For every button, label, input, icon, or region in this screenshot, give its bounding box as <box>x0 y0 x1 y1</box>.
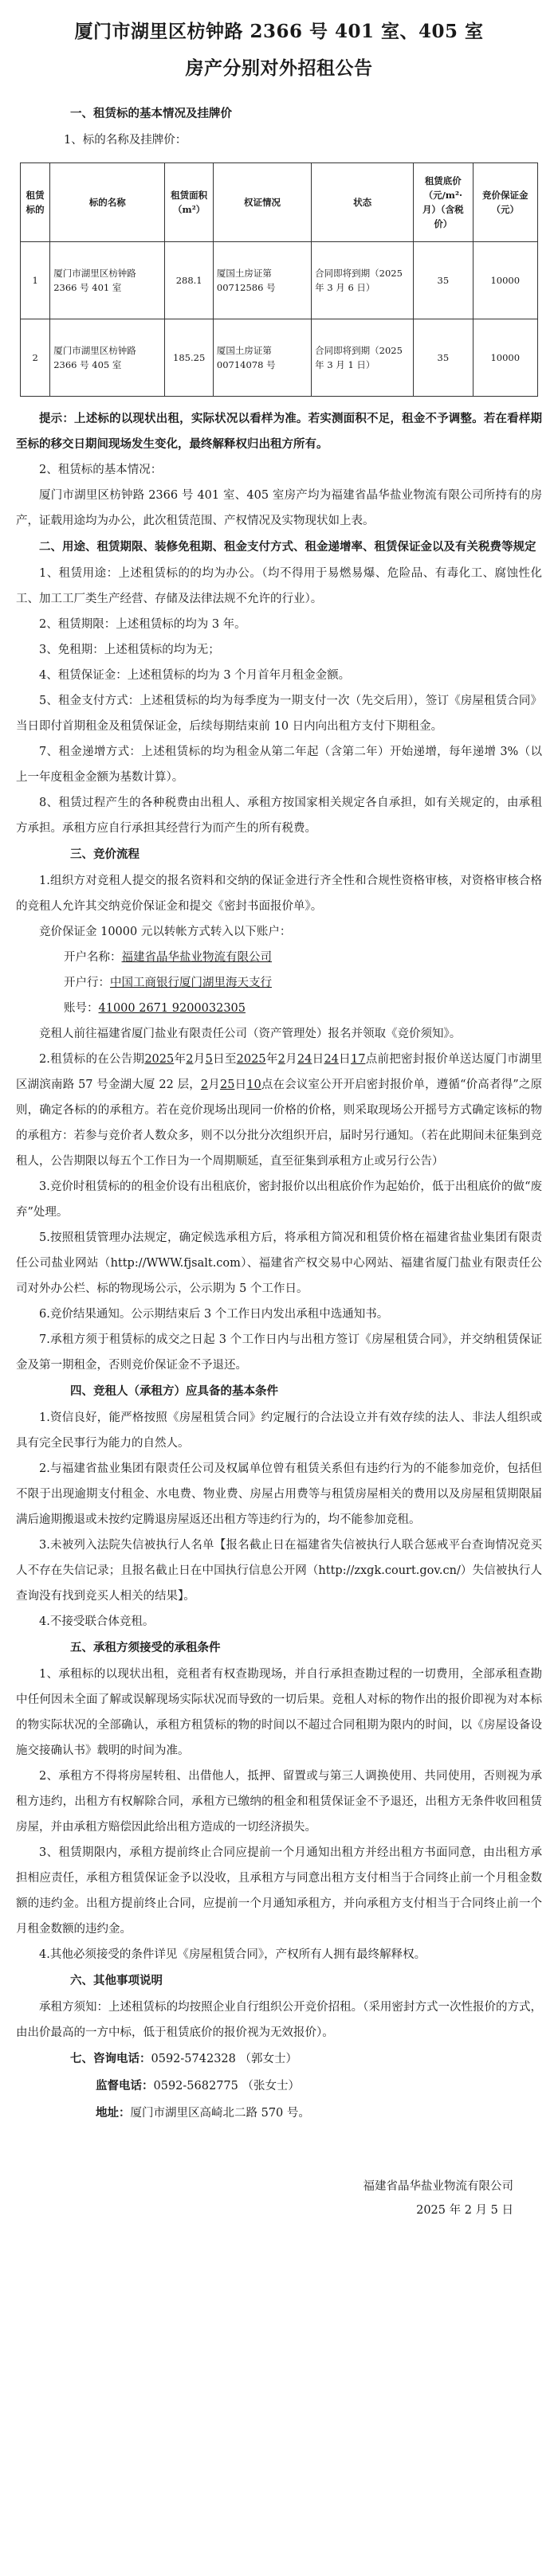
section-2-item: 2、租赁期限：上述租赁标的均为 3 年。 <box>39 618 246 631</box>
section-5-item: 3、租赁期限内，承租方提前终止合同应提前一个月通知出租方并经出租方书面同意，由出租方承担相应责任，承租方租赁保证金予以没收，且承租方与同意出租方支付相当于合同终止前一个月租金数额的违约金。出租方提前终止合同，应提前一个月通知承租方，并向承租方支付相当于合同终止前一个月租金数额的违约金。 <box>16 1846 542 1936</box>
section-2-item: 4、租赁保证金：上述租赁标的均为 3 个月首年月租金金额。 <box>39 669 351 682</box>
date-field: 5 <box>205 1053 213 1066</box>
section-1-sub-1: 1、标的名称及挂牌价： <box>64 134 187 147</box>
section-5-item: 2、承租方不得将房屋转租、出借他人，抵押、留置或与第三人调换使用、共同使用，否则视为承租方违约，出租方有权解除合同，承租方已缴纳的租金和租赁保证金不予退还，出租方无条件收回租赁房屋，并由承租方赔偿因此给出租方造成的一切经济损失。 <box>16 1770 542 1834</box>
bank-name: 中国工商银行厦门湖里海天支行 <box>110 977 272 989</box>
section-2-item: 8、租赁过程产生的各种税费由出租人、承租方按国家相关规定各自承担，如有关规定的，由承租方承担。承租方应自行承担其经营行为而产生的所有税费。 <box>16 797 542 835</box>
account-no-label: 账号： <box>64 1002 99 1015</box>
consult-label: 七、咨询电话： <box>70 2052 151 2065</box>
deposit-line: 竞价保证金 10000 元以转帐方式转入以下账户： <box>39 926 292 938</box>
supervise-label: 监督电话： <box>96 2079 154 2093</box>
text-run: 年 <box>174 1053 187 1066</box>
table-header: 标的名称 <box>50 163 165 242</box>
table-cell: 10000 <box>473 319 537 397</box>
signature-company: 福建省晶华盐业物流有限公司 <box>363 2180 513 2193</box>
section-5-item: 4.其他必须接受的条件详见《房屋租赁合同》，产权所有人拥有最终解释权。 <box>39 1948 426 1961</box>
date-field: 2025 <box>144 1053 175 1066</box>
section-6-heading: 六、其他事项说明 <box>70 1974 163 1987</box>
text-run: 月 <box>208 1079 220 1091</box>
table-cell: 合同即将到期（2025 年 3 月 1 日） <box>312 319 414 397</box>
section-1-sub-2-text: 厦门市湖里区枋钟路 2366 号 401 室、405 室房产均为福建省晶华盐业物流有限公司所持有的房产，证载用途均为办公，此次租赁范围、产权情况及实物现状如上表。 <box>16 489 542 527</box>
section-5-heading: 五、承租方须接受的承租条件 <box>70 1641 221 1654</box>
section-2-item: 3、免租期：上述租赁标的均为无； <box>39 644 220 656</box>
account-no: 41000 2671 9200032305 <box>98 1002 246 1015</box>
signup-para: 竞租人前往福建省厦门盐业有限责任公司（资产管理处）报名并领取《竞价须知》。 <box>39 1028 462 1040</box>
section-1-sub-2: 2、租赁标的基本情况： <box>39 464 163 476</box>
date-field: 10 <box>246 1079 261 1091</box>
date-field: 2 <box>277 1053 285 1066</box>
text-run: 月 <box>285 1053 297 1066</box>
table-cell: 35 <box>414 242 473 319</box>
section-2-item: 1、租赁用途：上述租赁标的的均为办公。（均不得用于易燃易爆、危险品、有毒化工、腐蚀性化工、加工工厂类生产经营、存储及法律法规不允许的行业）。 <box>16 567 542 605</box>
date-field: 2 <box>186 1053 194 1066</box>
signature-date: 2025 年 2 月 5 日 <box>416 2204 513 2217</box>
section-3-para-6: 6.竞价结果通知。公示期结束后 3 个工作日内发出承租中选通知书。 <box>39 1308 389 1321</box>
address-text: 厦门市湖里区高崎北二路 570 号。 <box>130 2107 310 2120</box>
text-run: 日 <box>234 1079 247 1091</box>
table-cell: 厦门市湖里区枋钟路 2366 号 401 室 <box>50 242 165 319</box>
account-name: 福建省晶华盐业物流有限公司 <box>121 951 272 964</box>
title-line-1: 厦门市湖里区枋钟路 2366 号 401 室、405 室 <box>74 21 484 42</box>
section-6-text: 承租方须知：上述租赁标的均按照企业自行组织公开竞价招租。（采用密封方式一次性报价的方式，由出价最高的一方中标，低于租赁底价的报价视为无效报价）。 <box>16 2001 542 2039</box>
date-field: 24 <box>324 1053 339 1066</box>
table-cell: 35 <box>414 319 473 397</box>
account-no-row <box>16 996 542 1021</box>
section-4-item: 4.不接受联合体竞租。 <box>39 1615 155 1628</box>
title-line-2: 房产分别对外招租公告 <box>185 57 373 79</box>
address-row <box>16 2100 542 2127</box>
table-cell: 10000 <box>473 242 537 319</box>
supervise-phone: 0592-5682775 （张女士） <box>153 2080 300 2093</box>
consult-row <box>16 2046 542 2073</box>
table-row <box>21 242 538 319</box>
section-2-item: 7、租金递增方式：上述租赁标的均为租金从第二年起（含第二年）开始递增，每年递增 3%（以上一年度租金金额为基数计算）。 <box>16 746 542 784</box>
date-field: 17 <box>350 1053 366 1066</box>
table-header: 租赁底价（元/m²·月）（含税价） <box>414 163 473 242</box>
text-run: 2.租赁标的在公告期 <box>39 1053 145 1066</box>
text-run: 日至 <box>212 1053 237 1066</box>
section-5-item: 1、承租标的以现状出租，竞租者有权查勘现场，并自行承担查勘过程的一切费用，全部承租查勘中任何因未全面了解或误解现场实际状况而导致的一切后果。竞租人对标的物作出的报价即视为对本标的物实际状况的全部确认，承租方租赁标的物的时间以不超过合同租期为限内的时间，以《房屋设备设施交接确认书》载明的时间为准。 <box>16 1668 542 1757</box>
date-field: 24 <box>297 1053 312 1066</box>
section-3-para-1: 1.组织方对竞租人提交的报名资料和交纳的保证金进行齐全性和合规性资格审核，对资格审核合格的竞租人允许其交纳竞价保证金和提交《密封书面报价单》。 <box>16 875 542 913</box>
text-run: 点前把密封报价单送达厦门市湖里区湖滨南路 57 号金湖大厦 22 层， <box>16 1053 543 1091</box>
section-2-item: 5、租金支付方式：上述租赁标的均为每季度为一期支付一次（先交后用），签订《房屋租赁合同》当日即付首期租金及租赁保证金，后续每期结束前 10 日内向出租方支付下期租金。 <box>16 695 542 733</box>
date-field: 2 <box>200 1079 209 1091</box>
supervise-row <box>16 2073 542 2100</box>
table-cell: 1 <box>21 242 50 319</box>
table-header: 租赁面积（m²） <box>165 163 213 242</box>
date-field: 25 <box>219 1079 235 1091</box>
table-header: 竞价保证金（元） <box>473 163 537 242</box>
address-label: 地址： <box>96 2106 131 2120</box>
table-cell: 厦门市湖里区枋钟路 2366 号 405 室 <box>50 319 165 397</box>
bank-row <box>16 970 542 996</box>
table-header: 状态 <box>312 163 414 242</box>
text-run: 点在会议室公开开启密封报价单，遵循“价高者得”之原则，确定各标的的承租方。若在竞价现场出现同一价格的价格，则采取现场公开摇号方式确定该标的物的承租方：若参与竞价者人数众多，则不以分批分次组织开启，届时另行通知。（若在此期间未征集到竞租人，公告期限以每五个工作日为一个周期顺延，直至征集到承租方止或另行公告） <box>16 1079 543 1168</box>
table-cell: 厦国土房证第 00712586 号 <box>213 242 311 319</box>
table-cell: 2 <box>21 319 50 397</box>
bank-label: 开户行： <box>64 977 110 989</box>
table-row <box>21 319 538 397</box>
text-run: 日 <box>338 1053 351 1066</box>
section-3-para-7: 7.承租方须于租赁标的成交之日起 3 个工作日内与出租方签订《房屋租赁合同》，并交纳租赁保证金及第一期租金，否则竞价保证金不予退还。 <box>16 1333 542 1372</box>
date-field: 2025 <box>236 1053 266 1066</box>
consult-phone: 0592-5742328 （郭女士） <box>151 2053 297 2065</box>
section-4-item: 3.未被列入法院失信被执行人名单【报名截止日在福建省失信被执行人联合惩戒平台查询情况竞买人不存在失信记录；且报名截止日在中国执行信息公开网（http://zxgk.court.gov.cn/）失信被执行人查询没有找到竞买人相关的结果】。 <box>16 1539 542 1603</box>
lease-table <box>20 162 538 397</box>
section-3-para-5: 5.按照租赁管理办法规定，确定候选承租方后，将承租方简况和租赁价格在福建省盐业集团有限责任公司盐业网站（http://WWW.fjsalt.com）、福建省产权交易中心网站、福建省厦门盐业有限责任公司对外办公栏、标的物现场公示，公示期为 5 个工作日。 <box>16 1231 542 1295</box>
table-cell: 185.25 <box>165 319 213 397</box>
text-run: 日 <box>312 1053 324 1066</box>
table-cell: 厦国土房证第 00714078 号 <box>213 319 311 397</box>
section-4-item: 1.资信良好，能严格按照《房屋租赁合同》约定履行的合法设立并有效存续的法人、非法人组织或具有完全民事行为能力的自然人。 <box>16 1411 542 1450</box>
table-header: 租赁标的 <box>21 163 50 242</box>
section-4-heading: 四、竞租人（承租方）应具备的基本条件 <box>70 1384 278 1398</box>
text-run: 月 <box>193 1053 206 1066</box>
table-header: 权证情况 <box>213 163 311 242</box>
table-cell: 合同即将到期（2025 年 3 月 6 日） <box>312 242 414 319</box>
table-cell: 288.1 <box>165 242 213 319</box>
table-header-row <box>21 163 538 242</box>
section-2-heading: 二、用途、租赁期限、装修免租期、租金支付方式、租金递增率、租赁保证金以及有关税费等规定 <box>39 540 536 554</box>
section-3-para-3: 3.竞价时租赁标的的租金价设有出租底价，密封报价以出租底价作为起始价，低于出租底价的做“废弃”处理。 <box>16 1180 542 1219</box>
text-run: 年 <box>265 1053 278 1066</box>
account-name-row <box>16 945 542 970</box>
section-3-para-2 <box>16 1047 542 1174</box>
announcement-document <box>16 0 542 2222</box>
account-name-label: 开户名称： <box>64 951 122 964</box>
section-3-heading: 三、竞价流程 <box>70 848 140 861</box>
section-4-item: 2.与福建省盐业集团有限责任公司及权属单位曾有租赁关系但有违约行为的不能参加竞价，包括但不限于出现逾期支付租金、水电费、物业费、房屋占用费等与租赁房屋相关的费用以及房屋租赁期限届满后逾期搬退或未按约定腾退房屋返还出租方等违约行为的，均不能参加竞租。 <box>16 1462 542 1526</box>
section-1-heading: 一、租赁标的基本情况及挂牌价 <box>70 107 232 120</box>
note-bold: 提示：上述标的以现状出租，实际状况以看样为准。若实测面积不足，租金不予调整。若在看样期至标的移交日期间现场发生变化，最终解释权归出租方所有。 <box>16 412 542 451</box>
